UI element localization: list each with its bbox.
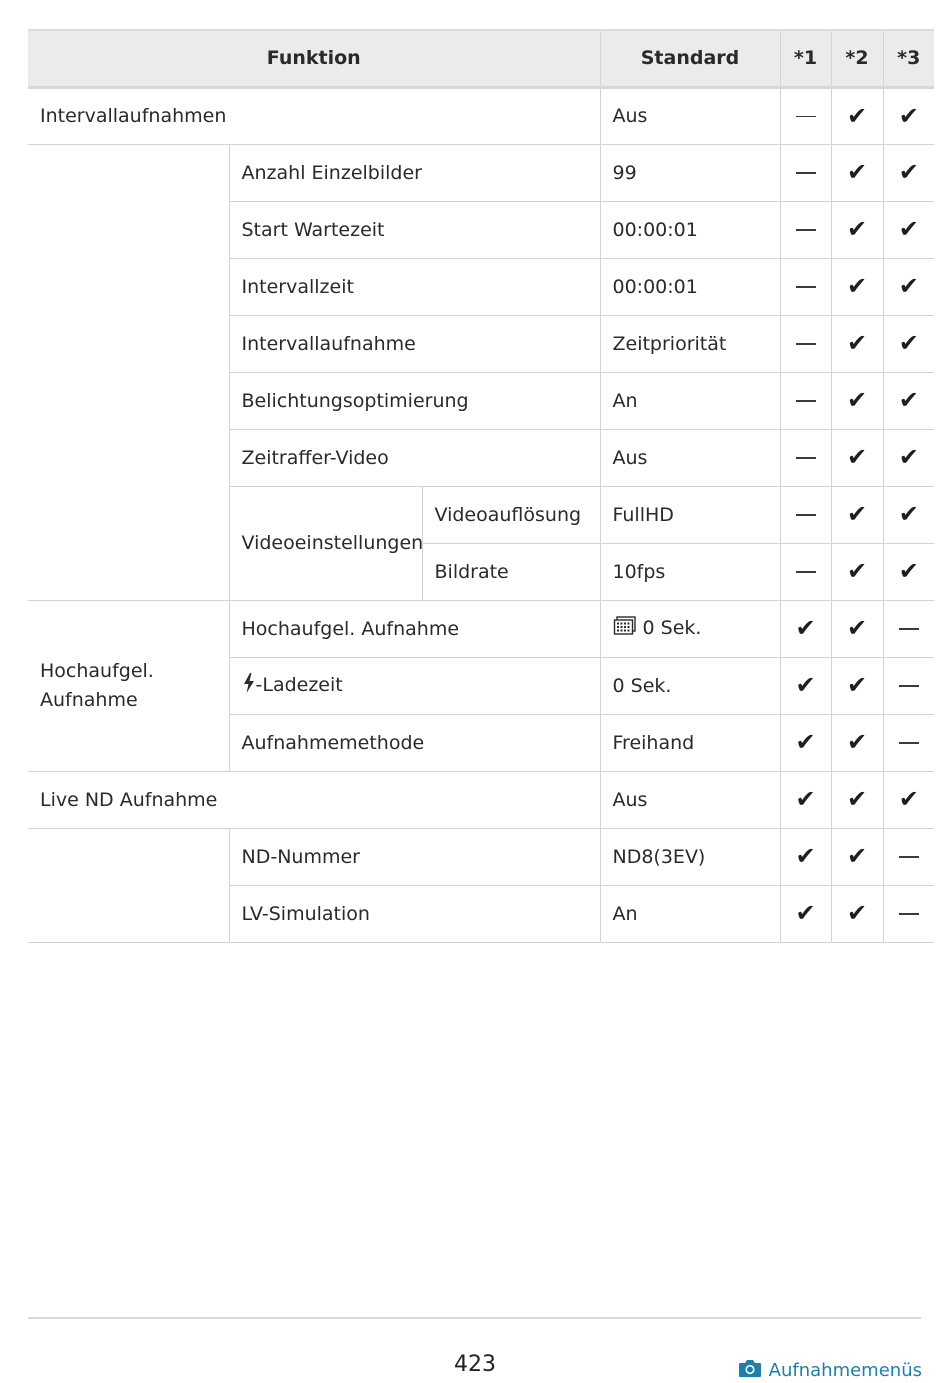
row-label: Intervallaufnahmen [28,87,600,144]
header-note-3: *3 [883,30,934,87]
settings-table [28,29,934,943]
check-icon: ✔ [898,329,919,357]
page-number: 423 [454,1352,496,1377]
row-label: Anzahl Einzelbilder [229,144,600,201]
row-label: Start Wartezeit [229,201,600,258]
camera-icon [738,1358,762,1383]
row-standard: ND8(3EV) [600,828,780,885]
check-icon: ✔ [846,443,868,471]
check-icon: ✔ [898,215,919,243]
row-label-cell [229,657,600,714]
row-standard: Aus [600,87,780,144]
row-group-label: Hochaufgel. Aufnahme [28,600,229,771]
row-label: Intervallaufnahme [229,315,600,372]
dash-mark [796,229,816,231]
dash-mark [899,913,919,915]
check-icon: ✔ [898,785,919,813]
dash-mark [796,286,816,288]
row-label: Intervallzeit [229,258,600,315]
dash-mark [899,856,919,858]
check-icon: ✔ [846,842,868,870]
sequential-shooting-icon [613,616,637,641]
row-label: Aufnahmemethode [229,714,600,771]
row-standard: 10fps [600,543,780,600]
row-label: LV-Simulation [229,885,600,942]
header-note-1: *1 [780,30,831,87]
dash-mark [796,400,816,402]
header-standard: Standard [600,30,780,87]
dash-mark [796,172,816,174]
check-icon: ✔ [846,614,868,642]
section-link-label[interactable]: Aufnahmemenüs [768,1360,922,1381]
row-standard: Aus [600,771,780,828]
row-standard: Aus [600,429,780,486]
check-icon: ✔ [846,671,868,699]
table-row [28,600,934,657]
check-icon: ✔ [795,842,816,870]
check-icon: ✔ [898,158,919,186]
check-icon: ✔ [795,671,816,699]
dash-mark [899,742,919,744]
check-icon: ✔ [846,386,868,414]
row-label: -Ladezeit [255,674,343,696]
row-label: Bildrate [422,543,600,600]
dash-mark [796,457,816,459]
row-standard: FullHD [600,486,780,543]
check-icon: ✔ [846,272,868,300]
row-standard-cell [600,600,780,657]
check-icon: ✔ [795,899,816,927]
check-icon: ✔ [898,500,919,528]
check-icon: ✔ [795,785,816,813]
dash-mark [796,514,816,516]
check-icon: ✔ [795,614,816,642]
row-label: Belichtungsoptimierung [229,372,600,429]
check-icon: ✔ [898,101,919,130]
row-standard: 00:00:01 [600,201,780,258]
row-standard: Zeitpriorität [600,315,780,372]
header-function: Funktion [28,30,600,87]
check-icon: ✔ [846,785,868,813]
check-icon: ✔ [846,899,868,927]
table-row [28,828,934,885]
dash-mark [899,685,919,687]
check-icon: ✔ [846,500,868,528]
table-row [28,144,934,201]
row-standard: Freihand [600,714,780,771]
header-row [28,30,934,87]
check-icon: ✔ [846,557,868,585]
row-sublabel: Videoeinstellungen [229,486,422,600]
row-standard: 99 [600,144,780,201]
check-icon: ✔ [898,386,919,414]
dash-mark [796,343,816,345]
check-icon: ✔ [846,101,868,130]
row-standard: An [600,372,780,429]
dash-mark [899,628,919,630]
check-icon: ✔ [898,557,919,585]
footer-divider [28,1317,921,1319]
row-label: Hochaufgel. Aufnahme [229,600,600,657]
row-standard: 0 Sek. [642,617,702,639]
check-icon: ✔ [898,272,919,300]
row-label: Live ND Aufnahme [28,771,600,828]
row-label: ND-Nummer [229,828,600,885]
check-icon: ✔ [795,728,816,756]
section-link[interactable] [738,1358,922,1383]
check-icon: ✔ [898,443,919,471]
row-group-spacer [28,828,229,942]
flash-icon [242,673,256,698]
check-icon: ✔ [846,158,868,186]
header-note-2: *2 [831,30,883,87]
check-icon: ✔ [846,728,868,756]
row-standard: An [600,885,780,942]
table-row [28,87,934,144]
row-label: Zeitraffer-Video [229,429,600,486]
dash-mark [796,571,816,573]
table-row [28,771,934,828]
check-icon: ✔ [846,329,868,357]
row-standard: 0 Sek. [600,657,780,714]
row-label: Videoauflösung [422,486,600,543]
dash-mark [796,116,816,118]
check-icon: ✔ [846,215,868,243]
row-standard: 00:00:01 [600,258,780,315]
row-group-spacer [28,144,229,600]
